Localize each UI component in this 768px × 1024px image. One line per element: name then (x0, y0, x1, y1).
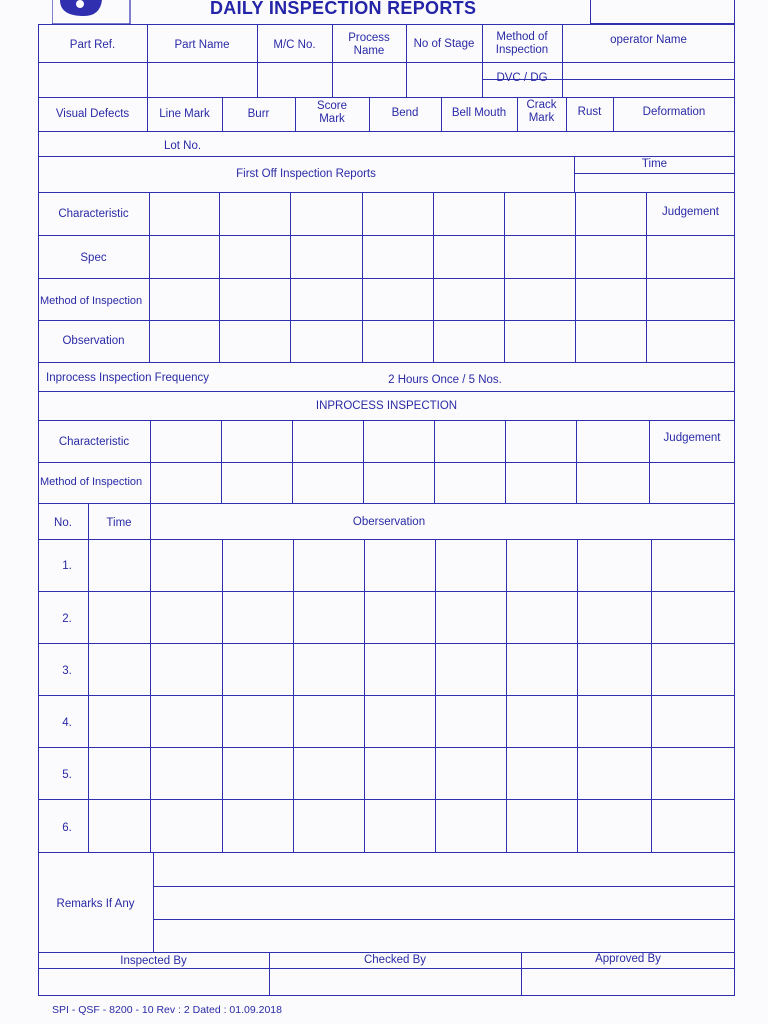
defect-bend: Bend (391, 107, 419, 119)
grid-line (38, 320, 735, 321)
grid-line (433, 192, 434, 362)
method-of-inspection-header: Method of Inspection (495, 31, 549, 56)
first-off-title: First Off Inspection Reports (236, 168, 376, 180)
grid-line (38, 799, 735, 800)
first-off-spec: Spec (80, 252, 107, 264)
grid-line (576, 420, 577, 503)
grid-line (38, 278, 735, 279)
grid-line (363, 420, 364, 503)
defect-crack-mark: Crack Mark (526, 99, 557, 124)
grid-line (38, 62, 735, 63)
document-reference: SPI - QSF - 8200 - 10 Rev : 2 Dated : 01.09.2018 (52, 1004, 282, 1016)
grid-line (150, 420, 151, 503)
grid-line (38, 591, 735, 592)
grid-line (147, 24, 148, 97)
observation-label: Oberservation (352, 516, 426, 528)
inprocess-characteristic: Characteristic (58, 436, 130, 448)
part-ref-header: Part Ref. (69, 39, 116, 51)
grid-line (150, 503, 151, 853)
grid-line (38, 503, 735, 504)
grid-line (362, 192, 363, 362)
frequency-value: 2 Hours Once / 5 Nos. (388, 374, 502, 386)
grid-line (219, 192, 220, 362)
grid-line (88, 503, 89, 853)
grid-line (575, 192, 576, 362)
top-right-box (590, 0, 735, 24)
lot-no-label: Lot No. (164, 140, 202, 152)
defect-score-mark: Score Mark (316, 100, 348, 125)
grid-line (257, 24, 258, 97)
row-number-3: 3. (62, 665, 72, 677)
grid-line (38, 968, 735, 969)
first-off-observation: Observation (62, 335, 125, 347)
grid-line (577, 539, 578, 852)
grid-line (153, 919, 735, 920)
grid-line (38, 131, 735, 132)
grid-line (38, 235, 735, 236)
time-label: Time (106, 517, 132, 529)
no-label: No. (54, 517, 72, 529)
defect-rust: Rust (577, 106, 602, 118)
part-name-header: Part Name (174, 39, 230, 51)
visual-defects-label: Visual Defects (55, 108, 130, 120)
grid-line (504, 192, 505, 362)
row-number-2: 2. (62, 613, 72, 625)
grid-line (38, 420, 735, 421)
first-off-method: Method of Inspection (40, 295, 143, 307)
grid-line (38, 695, 735, 696)
grid-line (506, 539, 507, 852)
inprocess-title: INPROCESS INSPECTION (315, 400, 458, 412)
approved-by-label: Approved By (595, 953, 661, 965)
first-off-judgement: Judgement (662, 206, 719, 218)
grid-line (505, 420, 506, 503)
defect-line-mark: Line Mark (159, 108, 210, 120)
grid-line (222, 539, 223, 852)
grid-line (292, 420, 293, 503)
defect-burr: Burr (247, 108, 270, 120)
grid-line (38, 391, 735, 392)
row-number-5: 5. (62, 769, 72, 781)
process-name-header: Process Name (348, 32, 390, 57)
grid-line (149, 192, 150, 362)
inprocess-judgement: Judgement (663, 432, 721, 444)
defect-bell-mouth: Bell Mouth (451, 107, 507, 119)
grid-line (290, 192, 291, 362)
grid-line (38, 156, 735, 157)
remarks-label: Remarks If Any (56, 898, 135, 910)
row-number-6: 6. (62, 822, 72, 834)
grid-line (153, 852, 154, 952)
dvc-dg-label: DVC / DG (496, 72, 548, 84)
first-off-time-label: Time (641, 158, 668, 170)
company-logo-icon (52, 0, 132, 26)
grid-line (574, 173, 735, 174)
grid-line (38, 643, 735, 644)
grid-line (38, 462, 735, 463)
grid-line (293, 539, 294, 852)
row-number-1: 1. (62, 560, 72, 572)
grid-line (38, 852, 735, 853)
inspected-by-label: Inspected By (120, 955, 187, 967)
no-of-stage-header: No of Stage (413, 38, 475, 50)
grid-line (406, 24, 407, 97)
first-off-characteristic: Characteristic (58, 208, 129, 220)
page-title: DAILY INSPECTION REPORTS (210, 0, 477, 18)
grid-line (153, 886, 735, 887)
grid-line (38, 362, 735, 363)
grid-line (38, 97, 735, 98)
machine-no-header: M/C No. (273, 39, 316, 51)
grid-line (651, 539, 652, 852)
grid-line (434, 420, 435, 503)
grid-line (38, 192, 735, 193)
checked-by-label: Checked By (363, 954, 426, 966)
frequency-label: Inprocess Inspection Frequency (46, 372, 210, 384)
operator-name-header: operator Name (610, 34, 687, 46)
grid-line (435, 539, 436, 852)
grid-line (364, 539, 365, 852)
inprocess-method: Method of Inspection (40, 476, 143, 488)
grid-line (221, 420, 222, 503)
grid-line (38, 539, 735, 540)
defect-deformation: Deformation (642, 106, 706, 118)
grid-line (38, 747, 735, 748)
row-number-4: 4. (62, 717, 72, 729)
